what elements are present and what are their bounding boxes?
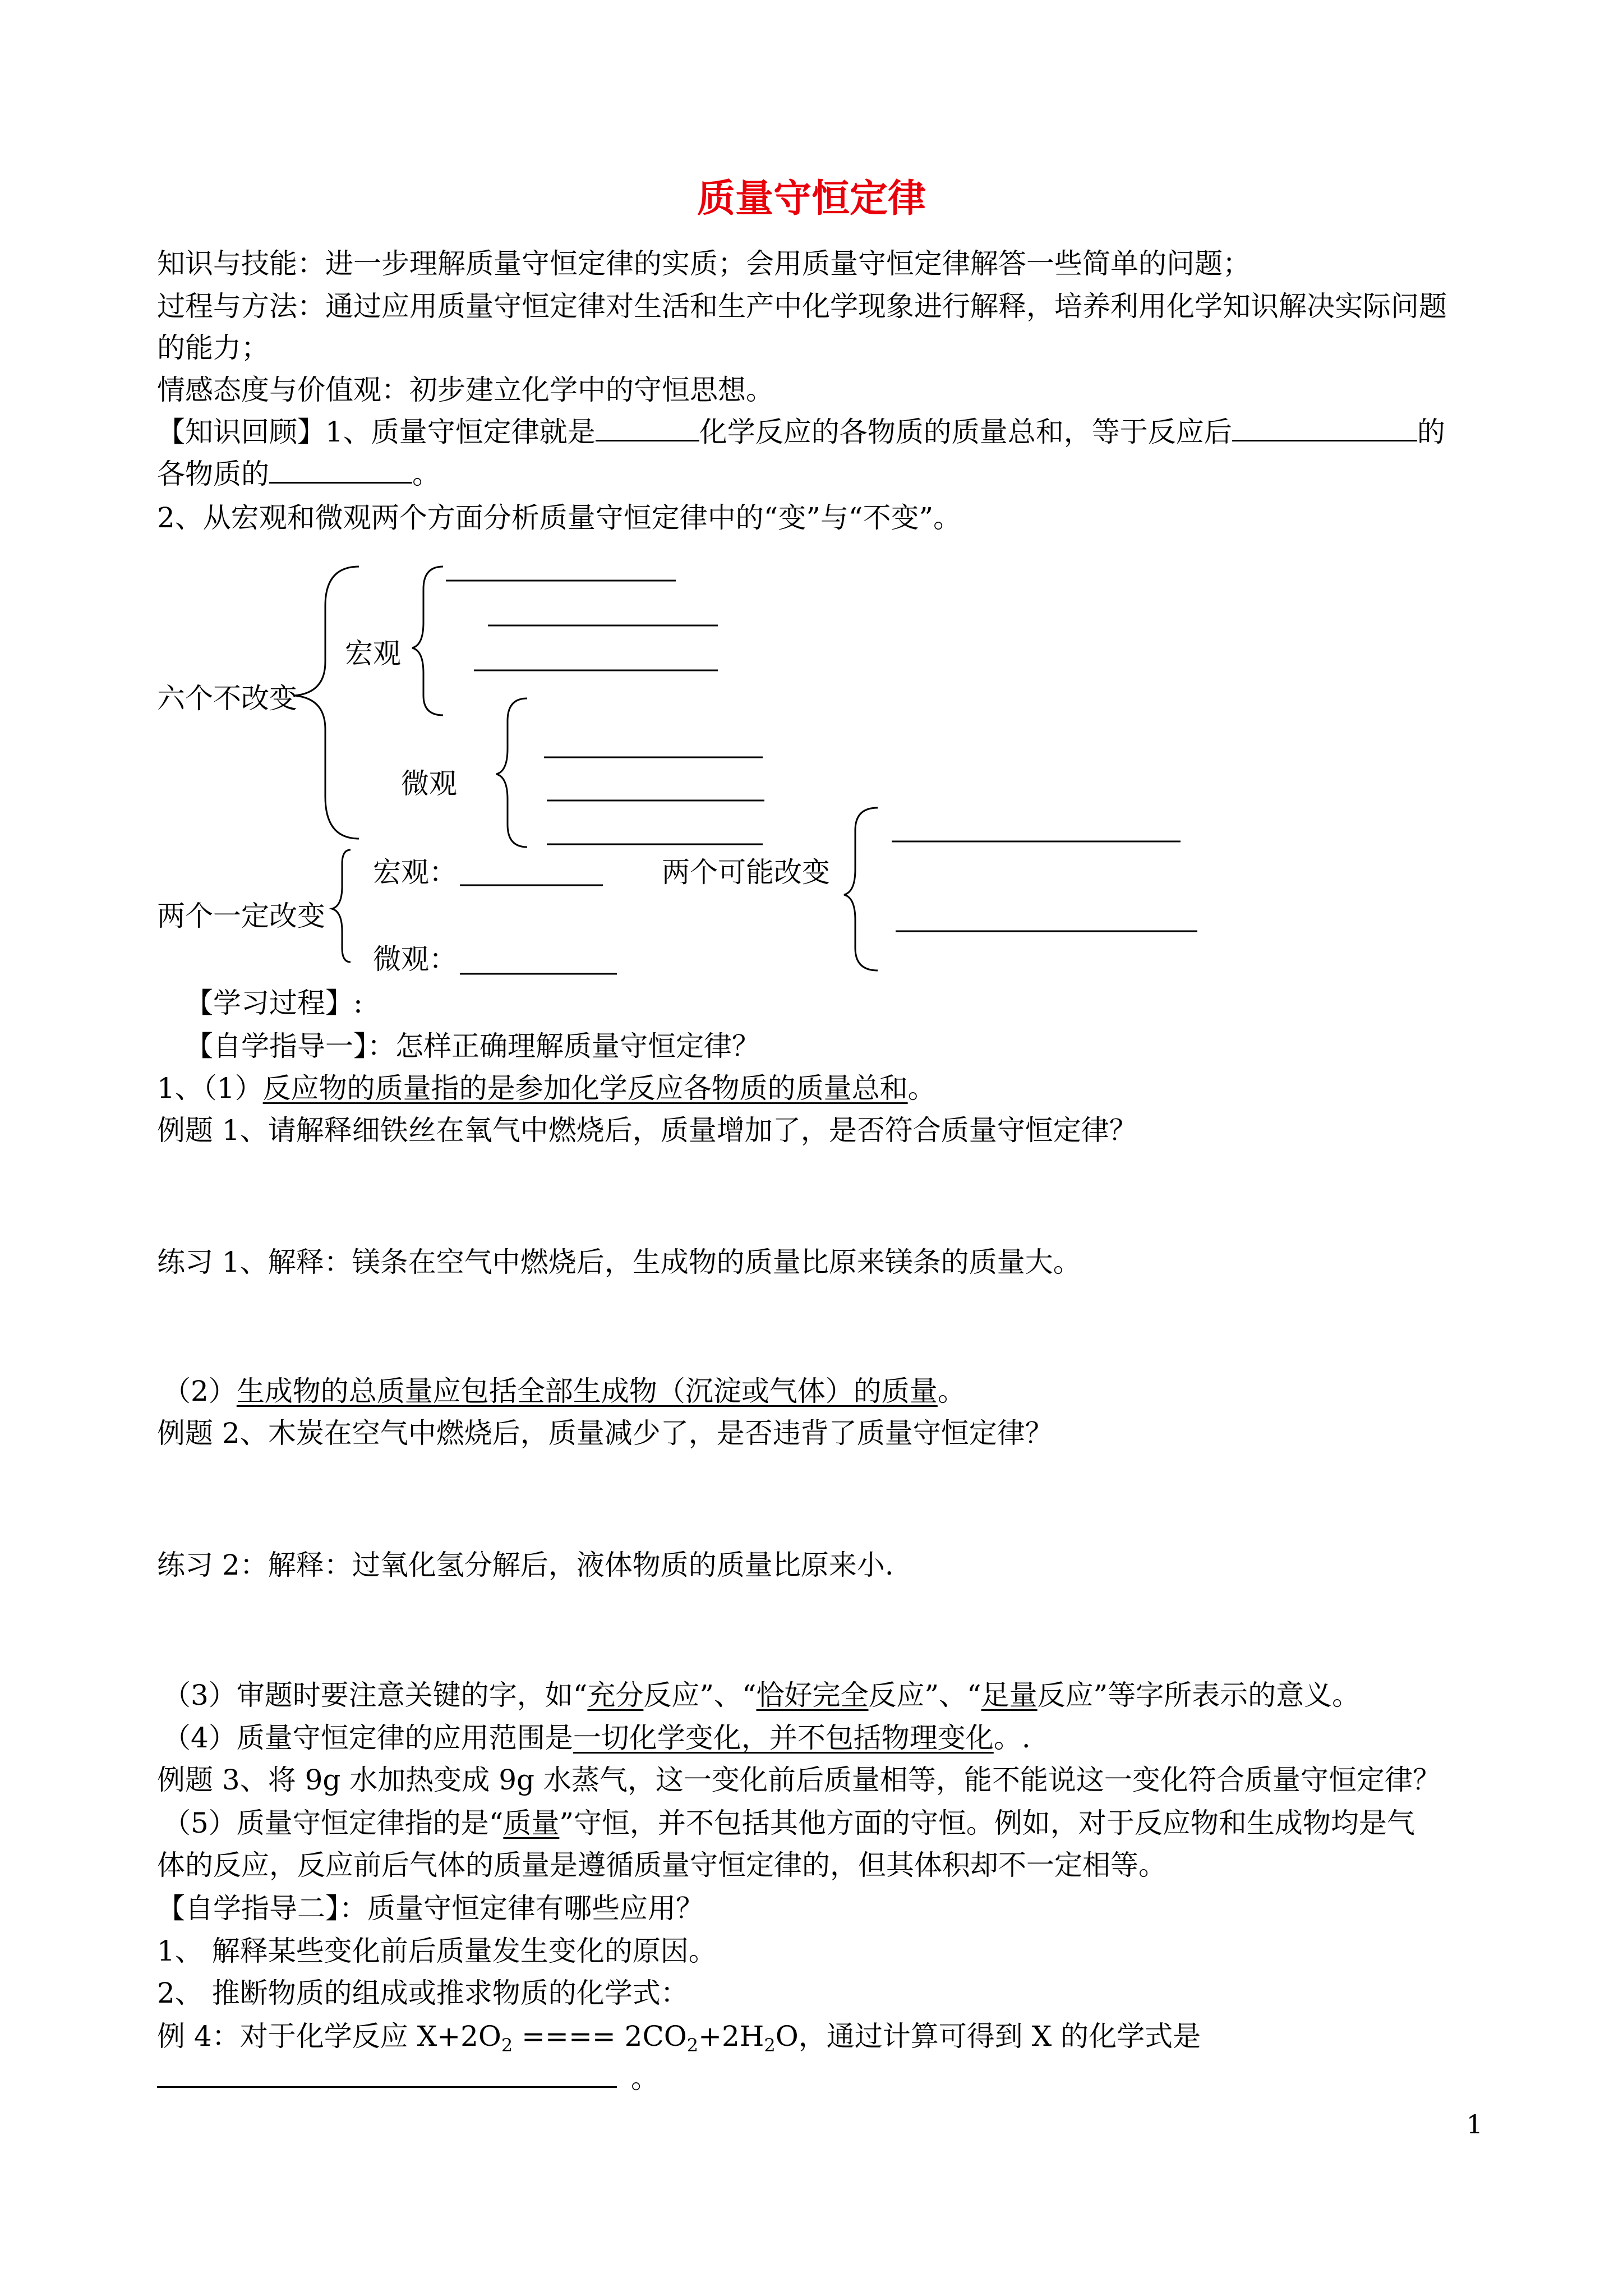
objective-process-cont: 的能力； <box>157 332 269 364</box>
point-4 <box>163 1721 1031 1755</box>
review-q1-text-a: 【知识回顾】1、质量守恒定律就是 <box>157 416 596 448</box>
application-1: 1、 解释某些变化前后质量发生变化的原因。 <box>157 1935 717 1967</box>
point-2-suffix: 。 <box>937 1375 966 1407</box>
point-1-suffix: 。 <box>907 1072 936 1105</box>
point-1-prefix: 1、（1） <box>157 1072 263 1105</box>
brace-macro <box>412 567 443 715</box>
objective-attitude: 情感态度与价值观：初步建立化学中的守恒思想。 <box>157 374 774 406</box>
example-2: 例题 2、木炭在空气中燃烧后，质量减少了，是否违背了质量守恒定律？ <box>157 1417 1053 1450</box>
example-4 <box>157 2019 1201 2062</box>
practice-1: 练习 1、解释：镁条在空气中燃烧后，生成物的质量比原来镁条的质量大。 <box>157 1246 1081 1278</box>
point-3-text: （3）审题时要注意关键的字，如“ <box>163 1679 588 1711</box>
example-4-answer <box>157 2062 659 2095</box>
label-macro: 宏观 <box>345 637 401 670</box>
label-micro-colon: 微观： <box>373 943 457 976</box>
point-3-text: 反应”、“ <box>868 1679 981 1711</box>
brace-two-changed <box>332 850 351 962</box>
point-2 <box>163 1374 966 1408</box>
review-q1-text-d: 各物质的 <box>157 458 269 490</box>
example-4-text: O，通过计算可得到 X 的化学式是 <box>775 2020 1201 2053</box>
example-1: 例题 1、请解释细铁丝在氧气中燃烧后，质量增加了，是否符合质量守恒定律？ <box>157 1114 1137 1147</box>
label-macro-colon: 宏观： <box>373 856 457 889</box>
example-4-text: +2H <box>698 2020 764 2053</box>
point-1-underlined: 反应物的质量指的是参加化学反应各物质的质量总和 <box>262 1072 908 1105</box>
point-3-key-3: 足量 <box>981 1679 1038 1711</box>
point-3-key-2: 恰好完全 <box>756 1679 869 1711</box>
application-2: 2、 推断物质的组成或推求物质的化学式： <box>157 1977 689 2009</box>
subscript: 2 <box>686 2035 699 2056</box>
label-two-changed: 两个一定改变 <box>157 900 325 932</box>
point-3-text: 反应”等字所表示的意义。 <box>1037 1679 1361 1711</box>
brace-two-possible <box>844 808 878 970</box>
answer-blank[interactable] <box>157 2062 617 2088</box>
review-q1-text-b: 化学反应的各物质的质量总和，等于反应后 <box>699 416 1232 448</box>
point-2-underlined: 生成物的总质量应包括全部生成物（沉淀或气体）的质量 <box>236 1375 938 1407</box>
point-4-suffix: 。. <box>993 1722 1031 1754</box>
point-4-text: （4）质量守恒定律的应用范围是 <box>163 1722 573 1754</box>
point-3-key-1: 充分 <box>587 1679 644 1711</box>
point-3 <box>163 1678 1360 1712</box>
practice-2: 练习 2：解释：过氧化氢分解后，液体物质的质量比原来小. <box>157 1549 894 1581</box>
review-question-2: 2、从宏观和微观两个方面分析质量守恒定律中的“变”与“不变”。 <box>157 501 962 534</box>
brace-micro <box>496 698 527 847</box>
point-5-cont: 体的反应，反应前后气体的质量是遵循质量守恒定律的，但其体积却不一定相等。 <box>157 1849 1166 1881</box>
guide-one-heading: 【自学指导一】：怎样正确理解质量守恒定律？ <box>185 1030 760 1062</box>
page-number: 1 <box>1466 2109 1483 2139</box>
label-two-possible: 两个可能改变 <box>662 856 830 889</box>
brace-six-unchanged <box>294 567 359 839</box>
point-3-text: 反应”、“ <box>643 1679 757 1711</box>
subscript: 2 <box>764 2035 776 2056</box>
point-1 <box>157 1071 936 1105</box>
point-2-prefix: （2） <box>163 1375 237 1407</box>
objective-knowledge: 知识与技能：进一步理解质量守恒定律的实质；会用质量守恒定律解答一些简单的问题； <box>157 247 1251 280</box>
example-3: 例题 3、将 9g 水加热变成 9g 水蒸气，这一变化前后质量相等，能不能说这一变化符合质量守恒定律？ <box>157 1764 1441 1796</box>
label-six-unchanged: 六个不改变 <box>157 682 297 715</box>
process-heading: 【学习过程】: <box>185 987 363 1019</box>
example-4-end: 。 <box>631 2062 659 2095</box>
subscript: 2 <box>501 2035 513 2056</box>
guide-two-heading: 【自学指导二】：质量守恒定律有哪些应用？ <box>157 1892 704 1925</box>
point-5 <box>163 1806 1415 1840</box>
example-4-text: 例 4：对于化学反应 X+2O <box>157 2020 501 2053</box>
point-4-underlined: 一切化学变化，并不包括物理变化 <box>573 1722 994 1754</box>
review-q1-text-c: 的 <box>1417 416 1445 448</box>
page-title: 质量守恒定律 <box>697 177 926 221</box>
objective-process: 过程与方法：通过应用质量守恒定律对生活和生产中化学现象进行解释，培养利用化学知识解决实际问题 <box>157 290 1447 323</box>
point-5-underlined: 质量 <box>503 1807 560 1839</box>
review-q1-text-e: 。 <box>412 458 440 490</box>
point-5-text: ”守恒，并不包括其他方面的守恒。例如，对于反应物和生成物均是气 <box>559 1807 1415 1839</box>
point-5-text: （5）质量守恒定律指的是“ <box>163 1807 504 1839</box>
label-micro: 微观 <box>401 767 457 800</box>
example-4-text: ==== 2CO <box>513 2020 687 2053</box>
